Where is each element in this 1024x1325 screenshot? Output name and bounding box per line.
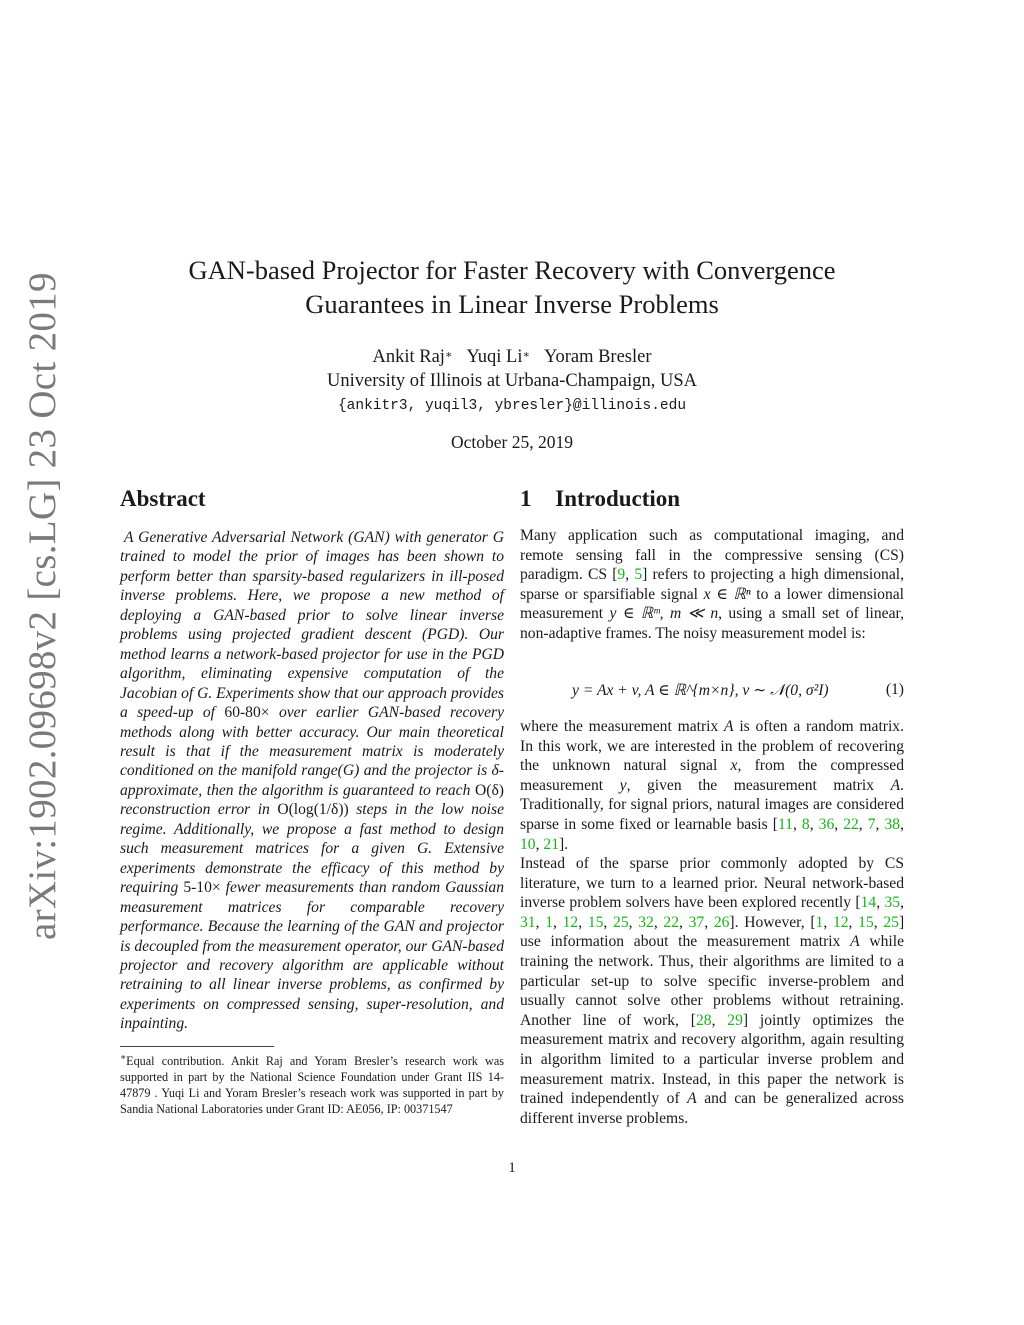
title-line-2: Guarantees in Linear Inverse Problems <box>305 289 719 319</box>
citation-link[interactable]: 11 <box>777 815 793 833</box>
citation-link[interactable]: 29 <box>727 1011 743 1029</box>
author-name: Yuqi Li <box>466 347 523 367</box>
intro-paragraph-1: Many application such as computational imaging, and remote sensing fall in the compressive sensing (CS) paradigm. CS [9, 5] refers to projecting a high dimensional, sparse or sparsifiable signal x ∈ ℝⁿ to a lower dimensional measurement y ∈ ℝᵐ, m ≪ n, using a small set of linear, non-adaptive frames. The noisy measurement model is: <box>520 527 905 642</box>
citation-link[interactable]: 32 <box>638 913 654 931</box>
citation-link[interactable]: 7 <box>867 815 876 833</box>
introduction-heading: 1 Introduction <box>520 486 681 511</box>
title-line-1: GAN-based Projector for Faster Recovery with Convergence <box>188 255 836 285</box>
citation-link[interactable]: 35 <box>884 894 901 912</box>
paper-title <box>120 253 904 321</box>
citation-link[interactable]: 15 <box>587 913 604 931</box>
citation-link[interactable]: 14 <box>860 894 877 912</box>
citation-link[interactable]: 12 <box>562 913 579 931</box>
abstract-text: A Generative Adversarial Network (GAN) with generator G trained to model the prior of images has been shown to perform better than sparsity-based regularizers in ill-posed inverse problems. Here, we propose a new method of deploying a GAN-based prior to solve linear inverse problems using projected gradient descent (PGD). Our method learns a network-based projector for use in the PGD algorithm, eliminating expensive computation of the Jacobian of G. Experiments show that our approach provides a speed-up of 60-80× over earlier GAN-based recovery methods along with better accuracy. Our main theoretical result is that if the measurement matrix is moderately conditioned on the manifold range(G) and the projector is δ-approximate, then the algorithm is guaranteed to reach O(δ) reconstruction error in O(log(1/δ)) steps in the low noise regime. Additionally, we propose a fast method to design such measurement matrices for a given G. Extensive experiments demonstrate the efficacy of this method by requiring 5-10× fewer measurements than random Gaussian measurement matrices for comparable recovery performance. Because the learning of the GAN and projector is decoupled from the measurement operator, our GAN-based projector and recovery algorithm are applicable without retraining to all linear inverse problems, as confirmed by experiments on compressed sensing, super-resolution, and inpainting. <box>120 529 504 1033</box>
citation-link[interactable]: 36 <box>818 815 835 833</box>
citation-link[interactable]: 10 <box>520 835 536 853</box>
citation-link[interactable]: 15 <box>858 913 874 931</box>
citation-link[interactable]: 5 <box>634 566 643 584</box>
footnote: ∗Equal contribution. Ankit Raj and Yoram Bresler’s research work was supported in part by the National Science Foundation under Grant IIS 14-47879 . Yuqi Li and Yoram Bresler’s reseach work was supported in part by Sandia National Laboratories under Grant ID: AE056, IP: 00371547 <box>120 1052 504 1117</box>
intro-paragraph-2: where the measurement matrix A is often a random matrix. In this work, we are interested in the problem of recovering the unknown natural signal x, from the compressed measurement y, given the measurement matrix A. Traditionally, for signal priors, natural images are considered sparse in some fixed or learnable basis [11, 8, 36, 22, 7, 38, 10, 21]. <box>520 718 905 853</box>
affiliation: University of Illinois at Urbana-Champaign, USA <box>327 371 697 391</box>
citation-link[interactable]: 1 <box>545 913 553 931</box>
publication-date: October 25, 2019 <box>451 432 573 452</box>
equation-number: (1) <box>885 681 904 698</box>
author-mark: ∗ <box>444 349 453 361</box>
citation-link[interactable]: 37 <box>688 913 705 931</box>
email-address: {ankitr3, yuqil3, ybresler}@illinois.edu <box>337 398 687 414</box>
citation-group: 28, 29 <box>695 1011 743 1029</box>
citation-link[interactable]: 26 <box>713 913 730 931</box>
equation-body: y = Ax + v, A ∈ ℝ^{m×n}, v ∼ 𝒩(0, σ²I) <box>572 682 829 699</box>
footnote-divider <box>120 1046 274 1047</box>
equation-1 <box>520 681 904 705</box>
citation-group: 14, 35, 31, 1, 12, 15, 25, 32, 22, 37, 26 <box>520 894 904 931</box>
citation-link[interactable]: 28 <box>695 1011 712 1029</box>
citation-link[interactable]: 25 <box>613 913 629 931</box>
citation-group: 11, 8, 36, 22, 7, 38, 10, 21 <box>520 815 904 853</box>
citation-link[interactable]: 22 <box>663 913 680 931</box>
intro-paragraph-3: Instead of the sparse prior commonly adopted by CS literature, we turn to a learned prior. Neural network-based inverse problem solvers have been explored recently [14, 35, 31, 1, 12, 15, 25, 32, 22, 37, 26]. However, [1, 12, 15, 25] use information about the measurement matrix A while training the network. Thus, their algorithms are limited to a particular set-up to solve specific inverse-problem and usually cannot solve other problems without retraining. Another line of work, [28, 29] jointly optimizes the measurement matrix and recovery algorithm, again resulting in algorithm limited to a particular inverse problem and measurement matrix. Instead, in this paper the network is trained independently of A and can be generalized across different inverse problems. <box>520 855 905 1127</box>
arxiv-identifier: arXiv:1902.09698v2 [cs.LG] 23 Oct 2019 <box>21 272 64 940</box>
citation-link[interactable]: 8 <box>801 815 810 833</box>
citation-link[interactable]: 9 <box>617 566 626 584</box>
citation-link[interactable]: 1 <box>815 913 824 931</box>
author-name: Yoram Bresler <box>543 347 652 367</box>
author-list <box>120 345 904 369</box>
citation-link[interactable]: 31 <box>520 913 536 931</box>
page-number: 1 <box>508 1160 516 1176</box>
author-mark: ∗ <box>522 349 530 361</box>
citation-link[interactable]: 21 <box>543 835 559 853</box>
citation-link[interactable]: 38 <box>884 815 901 833</box>
citation-link[interactable]: 22 <box>843 815 859 833</box>
citation-group: 1, 12, 15, 25 <box>815 913 899 931</box>
author-name: Ankit Raj <box>372 347 445 367</box>
abstract-heading: Abstract <box>120 486 206 511</box>
citation-link[interactable]: 12 <box>832 913 849 931</box>
citation-link[interactable]: 25 <box>883 913 899 931</box>
